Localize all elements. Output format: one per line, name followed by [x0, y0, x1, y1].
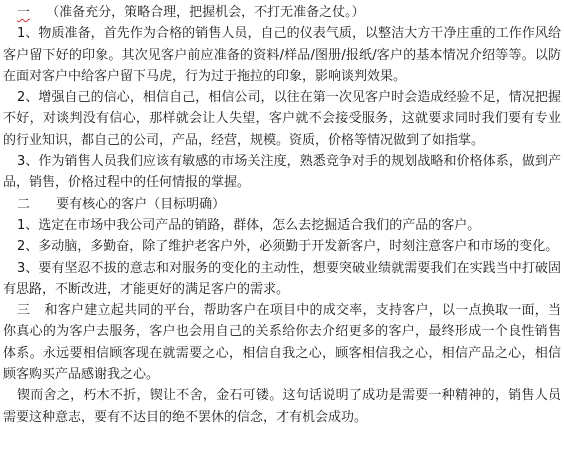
section1-heading-text: （准备充分，策略合理，把握机会，不打无准备之仗。） [46, 5, 365, 20]
document-body [3, 2, 561, 428]
closing-paragraph: 锲而舍之，朽木不折，锲让不舍，金石可镂。这句话说明了成功是需要一种精神的，销售人员需要这种意志，要有不达目的绝不罢休的信念，才有机会成功。 [3, 388, 561, 425]
section2-para-2: 2、多动脑，多勤奋，除了维护老客户外，必须勤于开发新客户，时刻注意客户和市场的变化。 [17, 239, 559, 255]
section2-para-3: 3、要有坚忍不拔的意志和对服务的变化的主动性，想要突破业绩就需要我们在实践当中打破固有思路，不断改进，才能更好的满足客户的需求。 [3, 260, 561, 297]
section1-heading [3, 2, 561, 23]
section2-para-1: 1、选定在市场中我公司产品的销路，群体，怎么去挖掘适合我们的产品的客户。 [17, 217, 481, 233]
section1-para-1: 1、物质准备，首先作为合格的销售人员，自己的仪表气质，以整洁大方干净庄重的工作作风给客户留下好的印象。其次见客户前应准备的资料/样品/图册/报纸/客户的基本情况介绍等等。以防在面对客户中给客户留下马虎，行为过于拖拉的印象，影响谈判效果。 [3, 26, 561, 84]
section1-para-3: 3、作为销售人员我们应该有敏感的市场关注度，熟悉竞争对手的规划战略和价格体系，做到产品，销售，价格过程中的任何情报的掌握。 [3, 154, 561, 191]
section1-heading-number: 一 [17, 5, 31, 20]
section2-heading [3, 194, 561, 215]
section2-heading-number: 二 [17, 196, 31, 212]
section1-para-2: 2、增强自己的信心，相信自己，相信公司，以往在第一次见客户时会造成经验不足，情况把握不好，对谈判没有信心，那样就会让人失望，客户就不会接受服务，这就要求同时我们要有专业的行业知识，都自己的公司，产品，经营，规模。资质，价格等情况做到了如指掌。 [3, 90, 561, 148]
section3-text-b: 良性销售体系。永远要相信顾客现在就需要之心，相信自我之心，顾客相信我之心，相信产品之心，相信顾客购买产品感谢我之心。 [3, 324, 561, 383]
section3-text-a: 和客户建立起共同的平台，帮助客户在项目中的成交率，支持客户，以一点换取一面，当你真心的为客户去服务，客户也会用自己的关系给你去介绍更多的客户，最终形成一个 [3, 303, 561, 340]
section2-heading-text: 要有核心的客户（目标明确） [56, 196, 226, 212]
section3-paragraph [3, 300, 561, 385]
section3-heading-number: 三 [17, 303, 31, 319]
